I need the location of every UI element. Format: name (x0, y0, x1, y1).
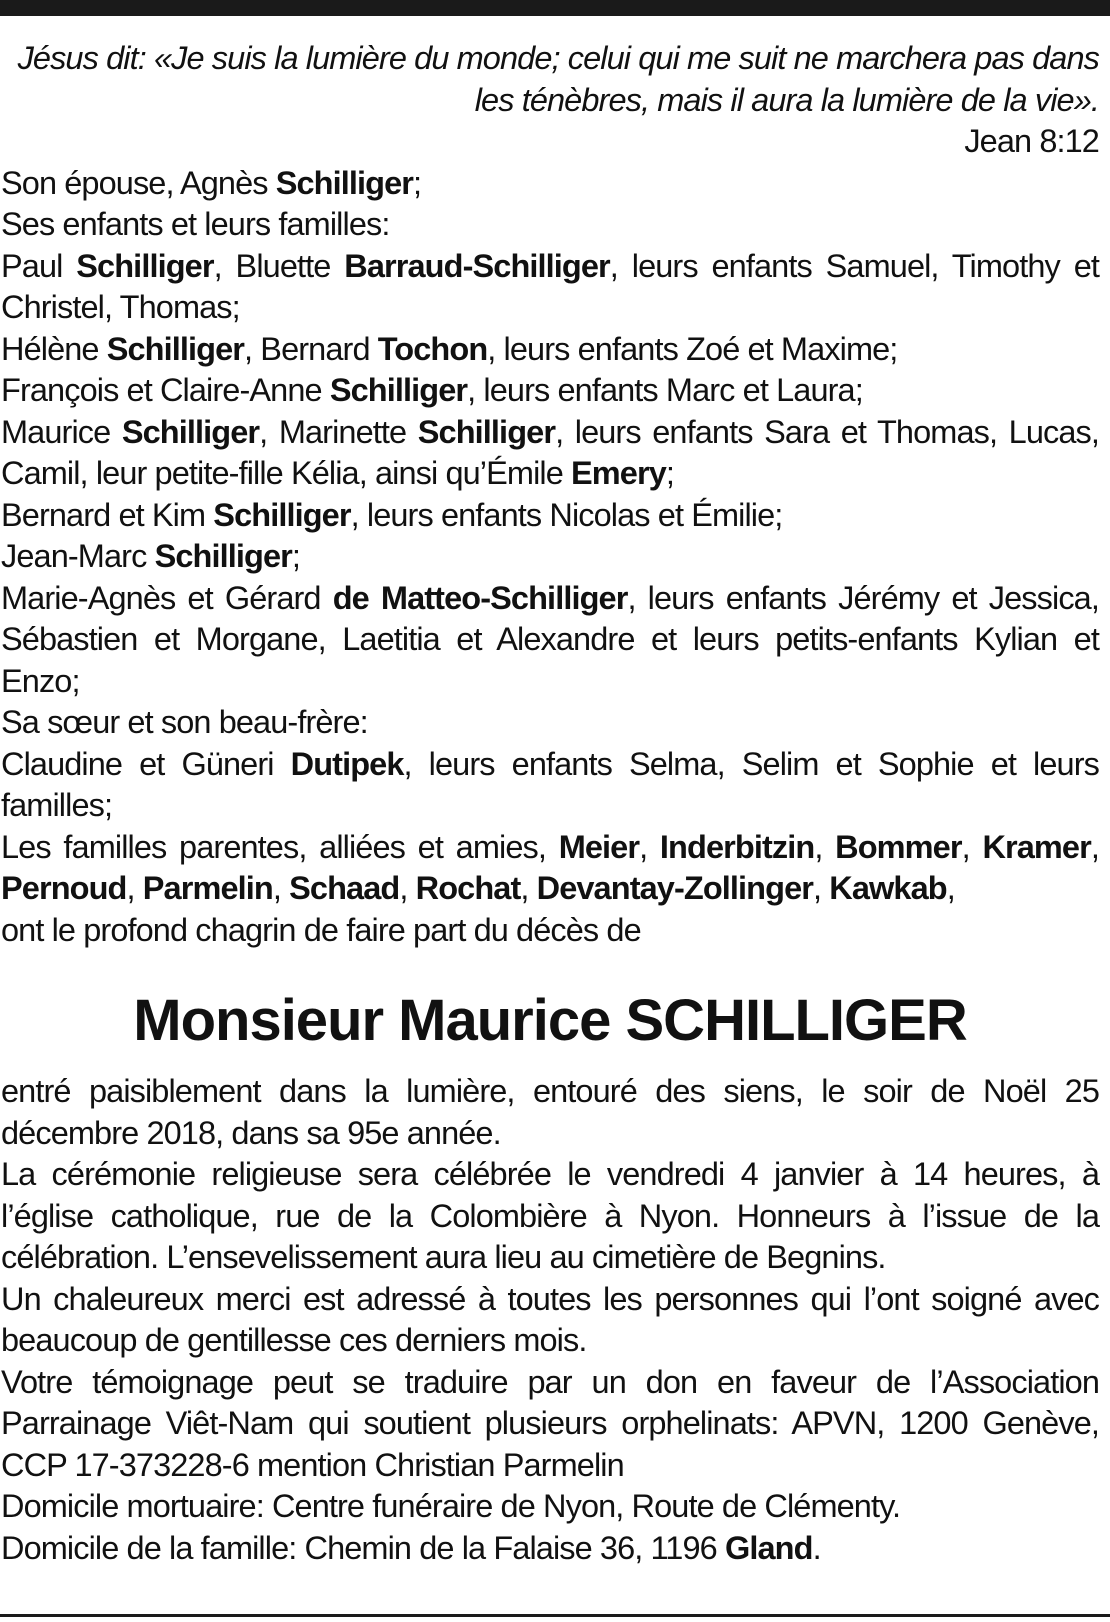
quote-text: Jésus dit: «Je suis la lumière du monde; celui qui me suit ne marchera pas dans les ténèbres, mais il aura la lumière de la vie». (17, 40, 1099, 118)
announcement-line: ont le profond chagrin de faire part du décès de (1, 911, 641, 948)
surname: Tochon (377, 330, 488, 367)
text: , leurs enfants Sara et Thomas, Lucas, Camil, leur petite-fille Kélia, ainsi qu’Émile (1, 413, 1099, 491)
place-name: Gland (724, 1529, 813, 1566)
text: , (946, 870, 955, 906)
family-entry-francois (1, 370, 1099, 412)
text: Marie-Agnès et Gérard (1, 579, 333, 616)
text: Domicile de la famille: Chemin de la Falaise 36, 1196 (1, 1529, 725, 1566)
relatives-line (1, 827, 1099, 910)
text: François et Claire-Anne (1, 372, 330, 408)
surname: Barraud-Schilliger (344, 247, 610, 284)
text: Jean-Marc (1, 538, 155, 574)
top-rule (0, 0, 1110, 16)
surname: Schilliger (329, 372, 468, 408)
text: , Marinette (259, 413, 418, 450)
family-entry-maurice (1, 412, 1099, 495)
family-entry-bernard (1, 495, 1099, 537)
relative-surname: Rochat (415, 870, 521, 906)
text: , leurs enfants Nicolas et Émilie; (350, 496, 783, 533)
text: , leurs enfants Marc et Laura; (467, 372, 863, 408)
relative-surname: Schaad (289, 870, 400, 906)
text: . (812, 1529, 821, 1566)
relative-surname: Kawkab (829, 870, 947, 906)
surname: Schilliger (154, 538, 292, 574)
text: , leurs enfants Zoé et Maxime; (487, 330, 898, 367)
family-address (1, 1528, 1099, 1570)
surname: Schilliger (417, 413, 556, 450)
relative-surname: Inderbitzin (659, 828, 815, 865)
text: , leurs enfants Samuel, Timothy et Christel, Thomas; (1, 247, 1099, 325)
spouse-line (1, 163, 1099, 205)
text: Claudine et Güneri (1, 745, 291, 782)
relative-surname: Pernoud (1, 870, 127, 906)
text: Hélène (1, 330, 107, 367)
ceremony-details: La cérémonie religieuse sera célébrée le vendredi 4 janvier à 14 heures, à l’église catholique, rue de la Colombière à Nyon. Honneurs à l’issue de la célébration. L’ensevelissement aura lieu au cimetière de Begnins. (1, 1156, 1099, 1275)
passing-details: entré paisiblement dans la lumière, entouré des siens, le soir de Noël 25 décembre 2018, dans sa 95e année. (1, 1073, 1099, 1151)
donation-note: Votre témoignage peut se traduire par un don en faveur de l’Association Parrainage Viêt-Nam qui soutient plusieurs orphelinats: APVN, 1200 Genève, CCP 17-373228-6 mention Christian Parmelin (1, 1363, 1099, 1483)
sister-heading: Sa sœur et son beau-frère: (1, 704, 368, 740)
family-entry-jeanmarc (1, 536, 1099, 578)
quote-source: Jean 8:12 (964, 123, 1099, 159)
text: ; (291, 538, 301, 574)
deceased-name: Monsieur Maurice SCHILLIGER (133, 988, 967, 1053)
surname: Schilliger (76, 247, 214, 284)
text: , leurs enfants Jérémy et Jessica, Sébastien et Morgane, Laetitia et Alexandre et leurs petits-enfants Kylian et Enzo; (1, 579, 1099, 699)
family-entry-marieagnes (1, 578, 1099, 703)
family-entry-helene (1, 329, 1099, 371)
relative-surname: Kramer (982, 828, 1091, 865)
family-entry-paul (1, 246, 1099, 329)
surname: Emery (571, 455, 666, 491)
text: , leurs enfants Selma, Selim et Sophie et leurs familles; (1, 745, 1099, 823)
relative-surname: Parmelin (142, 870, 273, 906)
bottom-rule (0, 1614, 1110, 1617)
text: Bernard et Kim (1, 496, 214, 533)
text: Son épouse, Agnès (1, 164, 276, 201)
text: Maurice (1, 413, 122, 450)
surname: Dutipek (290, 745, 404, 782)
thanks-note: Un chaleureux merci est adressé à toutes les personnes qui l’ont soigné avec beaucoup de gentillesse ces derniers mois. (1, 1280, 1099, 1358)
text: Les familles parentes, alliées et amies, (1, 828, 559, 865)
text: ; (665, 455, 675, 491)
text: , Bluette (213, 247, 345, 284)
bible-quote (1, 38, 1099, 163)
surname: Schilliger (121, 413, 260, 450)
text: ; (413, 164, 422, 201)
text: Paul (1, 247, 77, 284)
mortuary-address: Domicile mortuaire: Centre funéraire de Nyon, Route de Clémenty. (1, 1488, 901, 1524)
relative-surname: Devantay-Zollinger (536, 870, 814, 906)
family-entry-claudine (1, 744, 1099, 827)
surname: Schilliger (275, 164, 414, 201)
surname: Schilliger (106, 330, 245, 367)
obituary-notice (1, 38, 1099, 1569)
relatives-names: Meier, Inderbitzin, Bommer, Kramer, Pernoud, Parmelin, Schaad, Rochat, Devantay-Zollinger, Kawkab (1, 828, 1099, 906)
surname: de Matteo-Schilliger (332, 579, 628, 616)
relative-surname: Meier (558, 828, 640, 865)
text: , Bernard (244, 330, 378, 367)
relative-surname: Bommer (835, 828, 962, 865)
surname: Schilliger (213, 496, 351, 533)
children-heading: Ses enfants et leurs familles: (1, 206, 390, 242)
